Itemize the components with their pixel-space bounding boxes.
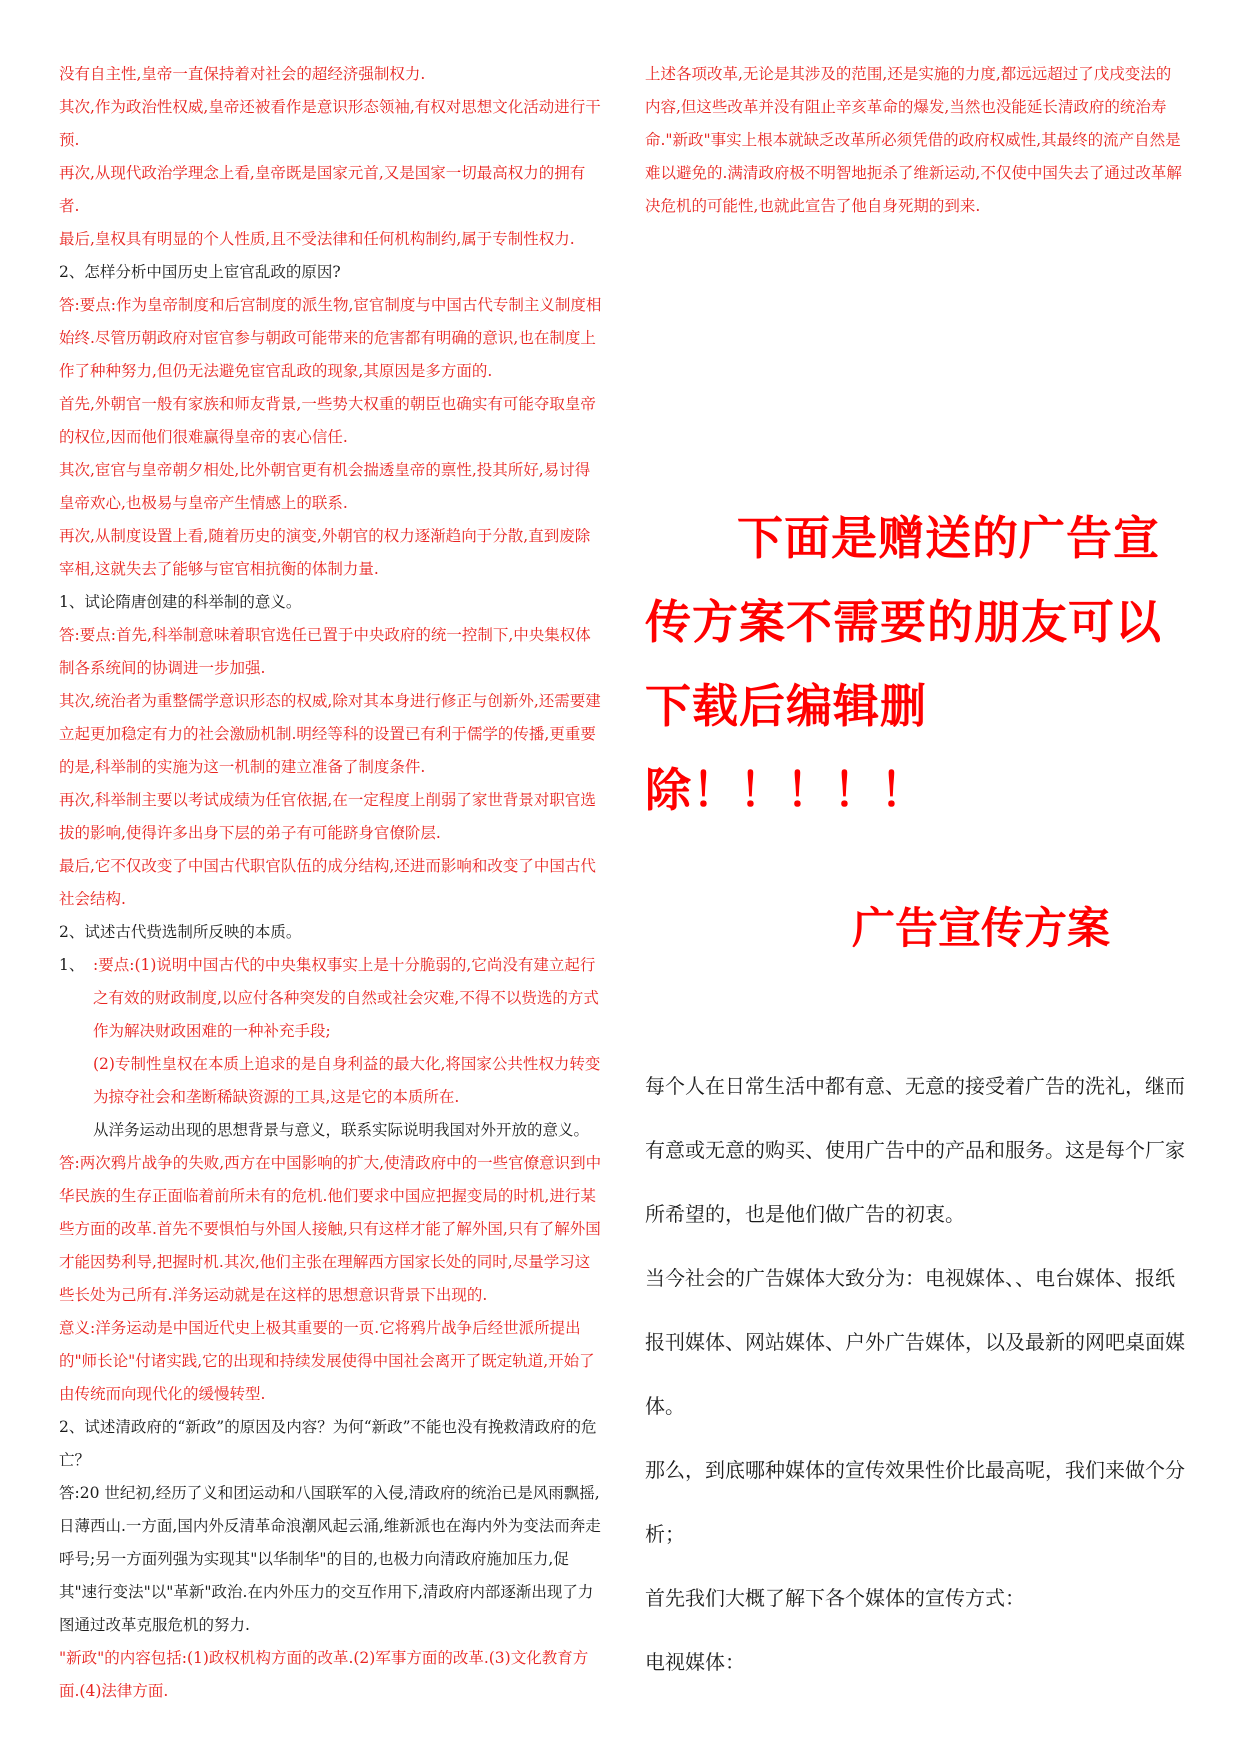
paragraph: (2)专制性皇权在本质上追求的是自身利益的最大化,将国家公共性权力转变为掠夺社会和垄断稀缺资源的工具,这是它的本质所在. xyxy=(93,1055,601,1106)
paragraph: 其次,宦官与皇帝朝夕相处,比外朝官更有机会揣透皇帝的禀性,投其所好,易讨得皇帝欢心,也极易与皇帝产生情感上的联系. xyxy=(59,461,591,512)
question-heading: 1、试论隋唐创建的科举制的意义。 xyxy=(59,593,302,611)
paragraph: 最后,它不仅改变了中国古代职官队伍的成分结构,还进而影响和改变了中国古代社会结构. xyxy=(59,857,596,908)
paragraph: "新政"的内容包括:(1)政权机构方面的改革.(2)军事方面的改革.(3)文化教育方面.(4)法律方面. xyxy=(59,1649,589,1700)
paragraph: 答:两次鸦片战争的失败,西方在中国影响的扩大,使清政府中的一些官僚意识到中华民族的生存正面临着前所未有的危机.他们要求中国应把握变局的时机,进行某些方面的改革.首先不要惧怕与外国人接触,只有这样才能了解外国,只有了解外国才能因势利导,把握时机.其次,他们主张在理解西方国家长处的同时,尽量学习这些长处为己所有.洋务运动就是在这样的思想意识背景下出现的. xyxy=(59,1154,602,1304)
paragraph: 没有自主性,皇帝一直保持着对社会的超经济强制权力. xyxy=(59,65,426,83)
paragraph: :要点:(1)说明中国古代的中央集权事实上是十分脆弱的,它尚没有建立起行之有效的财政制度,以应付各种突发的自然或社会灾难,不得不以赀选的方式作为解决财政困难的一种补充手段; xyxy=(93,956,599,1040)
paragraph: 答:要点:首先,科举制意味着职官选任已置于中央政府的统一控制下,中央集权体制各系统间的协调进一步加强. xyxy=(59,626,591,677)
paragraph: 答:要点:作为皇帝制度和后宫制度的派生物,宦官制度与中国古代专制主义制度相始终.尽管历朝政府对宦官参与朝政可能带来的危害都有明确的意识,也在制度上作了种种努力,但仍无法避免宦官乱政的现象,其原因是多方面的. xyxy=(59,296,602,380)
question-heading: 2、试述古代赀选制所反映的本质。 xyxy=(59,923,302,941)
paragraph: 其次,统治者为重整儒学意识形态的权威,除对其本身进行修正与创新外,还需要建立起更加稳定有力的社会激励机制.明经等科的设置已有利于儒学的传播,更重要的是,科举制的实施为这一机制的建立准备了制度条件. xyxy=(59,692,601,776)
paragraph: 首先,外朝官一般有家族和师友背景,一些势大权重的朝臣也确实有可能夺取皇帝的权位,因而他们很难赢得皇帝的衷心信任. xyxy=(59,395,596,446)
paragraph: 答:20 世纪初,经历了义和团运动和八国联军的入侵,清政府的统治已是风雨飘摇,日薄西山.一方面,国内外反清革命浪潮风起云涌,维新派也在海内外为变法而奔走呼号;另一方面列强为实现其"以华制华"的目的,也极力向清政府施加压力,促其"速行变法"以"革新"政治.在内外压力的交互作用下,清政府内部逐渐出现了力图通过改革克服危机的努力. xyxy=(59,1484,601,1634)
notice-line: 传方案不需要的朋友可以 xyxy=(645,595,1162,649)
right-column xyxy=(645,58,1185,223)
ad-body xyxy=(645,1054,1190,1694)
paragraph: 电视媒体： xyxy=(645,1650,745,1674)
left-column xyxy=(59,58,604,1708)
paragraph: 首先我们大概了解下各个媒体的宣传方式： xyxy=(645,1586,1025,1610)
notice-line: 下载后编辑删除！！！！！ xyxy=(645,679,927,817)
paragraph: 意义:洋务运动是中国近代史上极其重要的一页.它将鸦片战争后经世派所提出的"师长论"付诸实践,它的出现和持续发展使得中国社会离开了既定轨道,开始了由传统而向现代化的缓慢转型. xyxy=(59,1319,595,1403)
paragraph: 再次,从现代政治学理念上看,皇帝既是国家元首,又是国家一切最高权力的拥有者. xyxy=(59,164,586,215)
notice-headline xyxy=(645,496,1185,832)
question-heading: 从洋务运动出现的思想背景与意义，联系实际说明我国对外开放的意义。 xyxy=(93,1121,590,1139)
paragraph: 上述各项改革,无论是其涉及的范围,还是实施的力度,都远远超过了戊戌变法的内容,但这些改革并没有阻止辛亥革命的爆发,当然也没能延长清政府的统治寿命."新政"事实上根本就缺乏改革所必须凭借的政府权威性,其最终的流产自然是难以避免的.满清政府极不明智地扼杀了维新运动,不仅使中国失去了通过改革解决危机的可能性,也就此宣告了他自身死期的到来. xyxy=(645,65,1182,215)
question-heading: 2、怎样分析中国历史上宦官乱政的原因? xyxy=(59,263,341,281)
paragraph: 其次,作为政治性权威,皇帝还被看作是意识形态领袖,有权对思想文化活动进行干预. xyxy=(59,98,601,149)
paragraph: 最后,皇权具有明显的个人性质,且不受法律和任何机构制约,属于专制性权力. xyxy=(59,230,575,248)
ad-title: 广告宣传方案 xyxy=(852,904,1110,954)
paragraph: 再次,科举制主要以考试成绩为任官依据,在一定程度上削弱了家世背景对职官选拔的影响,使得许多出身下层的弟子有可能跻身官僚阶层. xyxy=(59,791,596,842)
paragraph: 当今社会的广告媒体大致分为：电视媒体、、电台媒体、报纸报刊媒体、网站媒体、户外广告媒体，以及最新的网吧桌面媒体。 xyxy=(645,1266,1185,1418)
paragraph: 那么，到底哪种媒体的宣传效果性价比最高呢，我们来做个分析； xyxy=(645,1458,1185,1546)
paragraph: 再次,从制度设置上看,随着历史的演变,外朝官的权力逐渐趋向于分散,直到废除宰相,这就失去了能够与宦官相抗衡的体制力量. xyxy=(59,527,591,578)
numbered-answer xyxy=(59,949,604,1114)
paragraph: 每个人在日常生活中都有意、无意的接受着广告的洗礼，继而有意或无意的购买、使用广告中的产品和服务。这是每个厂家所希望的，也是他们做广告的初衷。 xyxy=(645,1074,1185,1226)
question-heading: 2、试述清政府的“新政”的原因及内容？为何“新政”不能也没有挽救清政府的危亡？ xyxy=(59,1418,597,1469)
item-number: 1、 xyxy=(59,956,85,974)
notice-line: 下面是赠送的广告宣 xyxy=(737,511,1160,565)
